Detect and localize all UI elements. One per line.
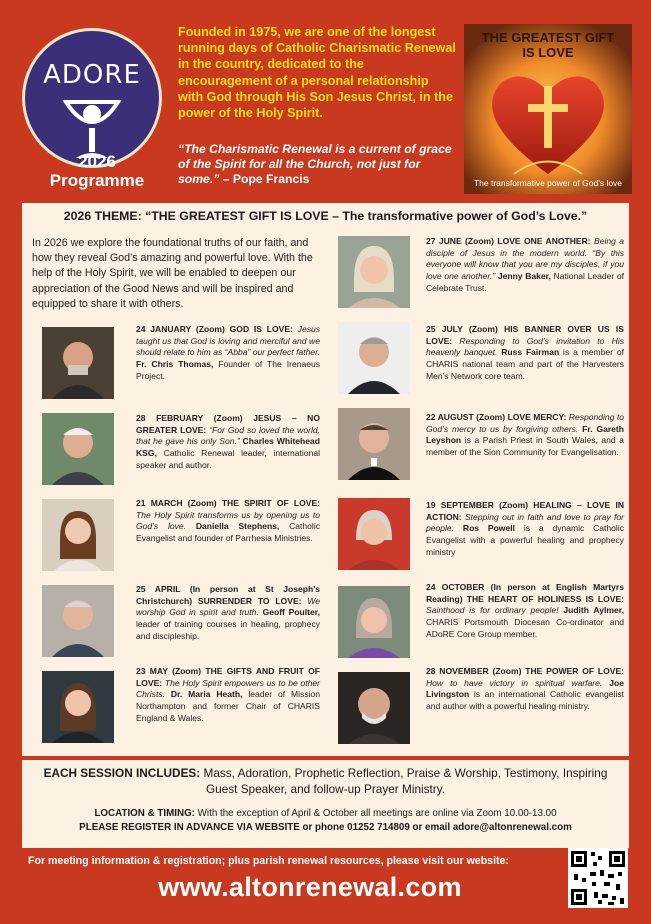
overview-text: In 2026 we explore the foundational truths of our faith, and how they reveal God’s amazing and powerful love. With the help of the Holy Spirit, we will be enabled to deepen our appreciation of the Good News and will be inspired and equipped to share it with others.: [32, 237, 313, 310]
session-speaker: Fr. Chris Thomas,: [136, 359, 214, 370]
location-label: LOCATION & TIMING:: [94, 808, 195, 819]
speaker-photo: [338, 322, 410, 394]
session-august: [426, 412, 624, 459]
hero-title-line1: THE GREATEST GIFT: [481, 30, 615, 45]
session-march: [136, 498, 320, 545]
hero-caption: The transformative power of God's love: [473, 178, 623, 188]
logo-text: ADORE: [43, 60, 141, 90]
session-speaker-bio: Catholic Renewal leader, international speaker and author.: [136, 448, 320, 470]
speaker-photo: [338, 586, 410, 658]
session-january: [136, 324, 320, 383]
session-speaker-bio: is a member of CHARIS national team and part of the Harvesters Men's Network core team.: [426, 347, 625, 381]
session-description: The Holy Spirit empowers us to be other Christs.: [136, 677, 320, 700]
session-may: [136, 666, 320, 725]
intro-text: Founded in 1975, we are one of the longest running days of Catholic Charismatic Renewal in the country, dedicated to the encouragement of a personal relationship with God through His Son Jesus Christ, in the power of the Holy Spirit.: [178, 25, 456, 121]
session-description: The Holy Spirit transforms us by opening us to God’s love.: [136, 509, 320, 532]
speaker-photo: [42, 413, 114, 485]
session-november: [426, 666, 624, 713]
speaker-photo: [338, 236, 410, 308]
session-speaker: Dr. Maria Heath,: [164, 689, 243, 700]
session-speaker-bio: Catholic Evangelist and founder of Parrhesia Ministries.: [136, 521, 320, 544]
quote-attribution: – Pope Francis: [219, 172, 310, 187]
session-speaker: Russ Fairman: [497, 347, 560, 358]
location-text: With the exception of April & October all meetings are online via Zoom 10.00-13.00: [194, 808, 557, 819]
speaker-photo: [42, 585, 114, 657]
session-includes-box: [22, 760, 629, 848]
session-speaker: Fr. Gareth Leyshon: [426, 423, 624, 446]
hero-image: [464, 24, 632, 194]
qr-code-icon: [568, 848, 628, 908]
register-text: PLEASE REGISTER IN ADVANCE VIA WEBSITE or phone 01252 714809 or email adore@altonrenewal.com: [79, 822, 572, 833]
programme-title: [22, 152, 172, 190]
includes-list: Mass, Adoration, Prophetic Reflection, Praise & Worship, Testimony, Inspiring Guest Speaker, and follow-up Prayer Ministry.: [200, 766, 608, 796]
session-heading: 25 JULY (Zoom) HIS BANNER OVER US IS LOVE:: [426, 324, 624, 346]
speaker-photo: [42, 671, 114, 743]
quote-text: “The Charismatic Renewal is a current of grace of the Spirit for all the Church, not just for some.”: [178, 142, 452, 187]
programme-label: Programme: [49, 171, 145, 190]
session-heading: 22 AUGUST (Zoom) LOVE MERCY:: [426, 412, 567, 422]
adore-logo: [22, 28, 162, 168]
session-heading: 25 APRIL (In person at St Joseph’s Christchurch) SURRENDER TO LOVE:: [136, 584, 320, 606]
speaker-photo: [338, 498, 410, 570]
session-description: Being a disciple of Jesus in the modern world. “By this everyone will know that you are my disciples, if you love one another.”: [426, 236, 624, 282]
session-heading: 27 JUNE (Zoom) LOVE ONE ANOTHER:: [426, 236, 591, 246]
session-speaker-bio: is a Parish Priest in South Wales, and a member of the Sion Community for Evangelisation.: [426, 435, 624, 458]
session-speaker: Jenny Baker,: [495, 271, 551, 282]
session-speaker: Ros Powell: [454, 523, 515, 534]
session-heading: 28 NOVEMBER (Zoom) THE POWER OF LOVE:: [426, 666, 624, 676]
session-speaker-bio: is a dynamic Catholic Evangelist with a powerful healing and prophecy ministry: [426, 523, 624, 557]
session-speaker-bio: is an international Catholic evangelist and author with a powerful healing ministry.: [426, 689, 624, 712]
theme-banner: 2026 THEME: “THE GREATEST GIFT IS LOVE – The transformative power of God’s Love.”: [22, 203, 629, 230]
session-september: [426, 500, 624, 559]
session-description: “For God so loved the world, that he gave his only Son.”: [136, 424, 320, 447]
session-heading: 21 MARCH (Zoom) THE SPIRIT OF LOVE:: [136, 498, 320, 508]
location-timing: [32, 807, 619, 835]
session-speaker-bio: leader of Mission Northampton and former Chair of CHARIS England & Wales.: [136, 689, 320, 723]
includes-label: EACH SESSION INCLUDES:: [43, 766, 201, 780]
session-speaker-bio: Founder of The Irenaeus Project.: [136, 359, 320, 381]
speaker-photo: [42, 327, 114, 399]
session-description: Responding to God’s invitation to His heavenly banquet.: [426, 335, 624, 358]
session-description: Sainthood is for ordinary people!: [426, 605, 559, 616]
session-october: [426, 582, 624, 641]
session-speaker: Charles Whitehead KSG,: [136, 436, 320, 459]
session-description: How to have victory in spiritual warfare.: [426, 677, 603, 688]
qr-code[interactable]: [568, 848, 628, 908]
hero-title: [464, 30, 632, 60]
session-speaker-bio: National Leader of Celebrate Trust.: [426, 271, 624, 293]
session-description: We worship God in spirit and truth.: [136, 595, 320, 618]
hero-title-line2: IS LOVE: [522, 45, 574, 60]
session-description: Responding to God’s mercy to us by forgiving others.: [426, 412, 624, 434]
session-june: [426, 236, 624, 295]
visit-text: For meeting information & registration; plus parish renewal resources, please visit our website:: [28, 855, 509, 867]
session-speaker-bio: leader of training courses in healing, prophecy and discipleship.: [136, 619, 320, 641]
includes-text: [32, 765, 619, 797]
session-april: [136, 584, 320, 643]
session-speaker: Judith Aylmer,: [558, 605, 624, 616]
speaker-photo: [338, 672, 410, 744]
speaker-photo: [42, 499, 114, 571]
session-speaker: Daniella Stephens,: [186, 521, 280, 532]
session-description: Jesus taught us that God is loving and merciful and we should relate to him as “Abba” our perfect father.: [136, 324, 321, 358]
programme-year: 2026: [78, 152, 116, 171]
speaker-photo: [338, 408, 410, 480]
session-heading: 24 JANUARY (Zoom) GOD IS LOVE:: [136, 324, 293, 334]
session-july: [426, 324, 624, 383]
session-heading: 28 FEBRUARY (Zoom) JESUS – NO GREATER LOVE:: [136, 413, 320, 435]
session-speaker: Joe Livingston: [426, 677, 624, 700]
session-heading: 23 MAY (Zoom) THE GIFTS AND FRUIT OF LOVE:: [136, 666, 320, 688]
session-heading: 19 SEPTEMBER (Zoom) HEALING – LOVE IN ACTION:: [426, 500, 624, 522]
session-heading: 24 OCTOBER (In person at English Martyrs Reading) THE HEART OF HOLINESS IS LOVE:: [426, 582, 624, 604]
session-speaker: Geoff Poulter,: [258, 607, 320, 618]
website-link[interactable]: www.altonrenewal.com: [158, 872, 462, 902]
pope-quote: [178, 142, 456, 188]
session-speaker-bio: CHARIS Portsmouth Diocesan Co-ordinator and ADoRE Core Group member.: [426, 617, 624, 639]
session-description: Stepping out in faith and love to pray for people.: [426, 511, 624, 534]
session-february: [136, 413, 320, 472]
